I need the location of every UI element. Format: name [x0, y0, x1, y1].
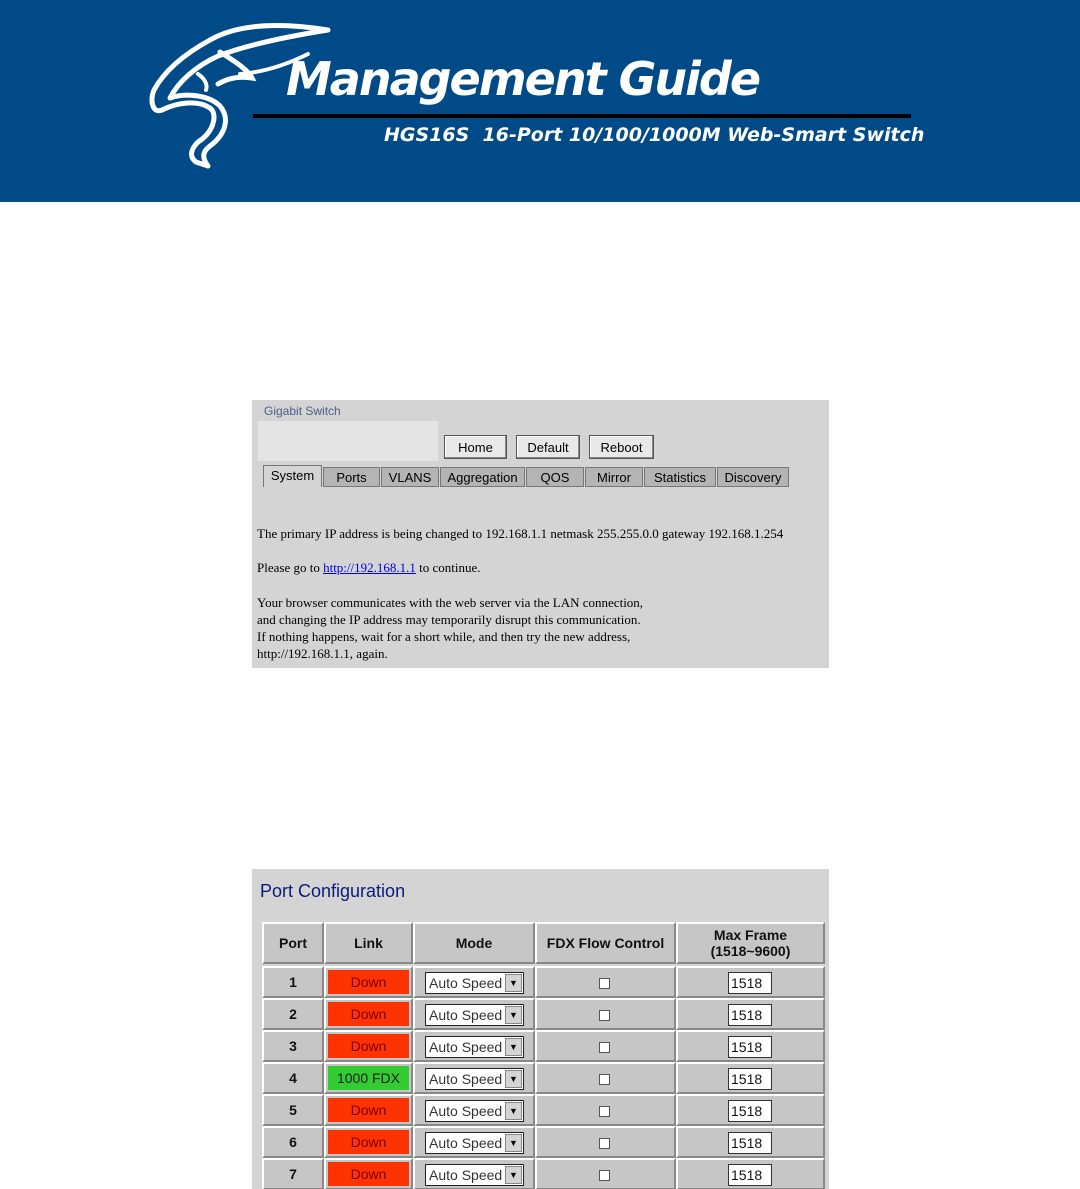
column-header-link: Link — [324, 922, 413, 964]
link-status: Down — [328, 1098, 409, 1122]
max-frame-input[interactable]: 1518 — [728, 1132, 772, 1154]
chevron-down-icon[interactable]: ▼ — [505, 1134, 522, 1152]
home-button[interactable]: Home — [444, 435, 507, 459]
port-number: 1 — [262, 966, 324, 998]
brand-label: Gigabit Switch — [264, 404, 341, 418]
column-header-flow-control: FDX Flow Control — [535, 922, 676, 964]
tab-discovery[interactable]: Discovery — [717, 467, 789, 487]
max-frame-cell — [676, 998, 825, 1030]
max-frame-input[interactable]: 1518 — [728, 1164, 772, 1186]
flow-control-cell — [535, 1062, 676, 1094]
flow-control-cell — [535, 1030, 676, 1062]
mode-cell — [413, 1094, 535, 1126]
mode-select[interactable] — [425, 1036, 524, 1058]
ip-change-message: The primary IP address is being changed to 192.168.1.1 netmask 255.255.0.0 gateway 192.168.1.254 — [257, 526, 784, 541]
max-frame-cell — [676, 966, 825, 998]
max-frame-cell — [676, 1158, 825, 1189]
max-frame-input[interactable]: 1518 — [728, 1036, 772, 1058]
flow-control-cell — [535, 966, 676, 998]
mode-select[interactable] — [425, 972, 524, 994]
table-row — [260, 1062, 827, 1094]
info-line: If nothing happens, wait for a short while, and then try the new address, — [257, 629, 631, 644]
tab-ports[interactable]: Ports — [323, 467, 380, 487]
tab-aggregation[interactable]: Aggregation — [440, 467, 525, 487]
port-number: 6 — [262, 1126, 324, 1158]
new-address-link[interactable]: http://192.168.1.1 — [323, 560, 416, 575]
page-title: Port Configuration — [260, 881, 406, 901]
ip-change-screenshot — [252, 400, 829, 668]
table-row — [260, 1158, 827, 1189]
link-status: Down — [328, 1034, 409, 1058]
tab-vlans[interactable]: VLANS — [381, 467, 439, 487]
reboot-button[interactable]: Reboot — [589, 435, 654, 459]
tab-statistics[interactable]: Statistics — [644, 467, 716, 487]
max-frame-cell — [676, 1062, 825, 1094]
flow-control-cell — [535, 1094, 676, 1126]
info-line: Your browser communicates with the web server via the LAN connection, — [257, 595, 644, 610]
tab-qos[interactable]: QOS — [526, 467, 584, 487]
port-number: 3 — [262, 1030, 324, 1062]
port-number: 4 — [262, 1062, 324, 1094]
table-row — [260, 998, 827, 1030]
header-banner — [0, 0, 1080, 202]
continue-message — [257, 560, 481, 576]
max-frame-range: (1518~9600) — [710, 943, 791, 959]
link-cell — [324, 966, 413, 998]
flow-control-cell — [535, 1158, 676, 1189]
tab-mirror[interactable]: Mirror — [585, 467, 643, 487]
column-header-port: Port — [262, 922, 324, 964]
chevron-down-icon[interactable]: ▼ — [505, 1038, 522, 1056]
logo-area — [258, 421, 438, 461]
info-line: http://192.168.1.1, again. — [257, 646, 388, 661]
mode-value: Auto Speed — [429, 1039, 503, 1055]
link-status: Down — [328, 1162, 409, 1186]
mode-value: Auto Speed — [429, 1103, 503, 1119]
column-header-max-frame — [676, 922, 825, 964]
mode-select[interactable] — [425, 1068, 524, 1090]
link-status: Down — [328, 1130, 409, 1154]
table-row — [260, 1126, 827, 1158]
mode-value: Auto Speed — [429, 1007, 503, 1023]
mode-select[interactable] — [425, 1004, 524, 1026]
flow-control-cell — [535, 1126, 676, 1158]
banner-subtitle: HGS16S 16-Port 10/100/1000M Web-Smart Switch — [384, 124, 925, 146]
max-frame-label: Max Frame — [713, 927, 788, 943]
default-button[interactable]: Default — [516, 435, 580, 459]
link-cell — [324, 1062, 413, 1094]
max-frame-input[interactable]: 1518 — [728, 972, 772, 994]
table-row — [260, 966, 827, 998]
mode-value: Auto Speed — [429, 1135, 503, 1151]
max-frame-input[interactable]: 1518 — [728, 1004, 772, 1026]
mode-value: Auto Speed — [429, 1167, 503, 1183]
link-cell — [324, 1030, 413, 1062]
mode-select[interactable] — [425, 1132, 524, 1154]
mode-cell — [413, 1030, 535, 1062]
link-status: Down — [328, 1002, 409, 1026]
flow-control-checkbox[interactable] — [599, 1042, 610, 1053]
flow-control-checkbox[interactable] — [599, 1106, 610, 1117]
banner-title: Management Guide — [286, 52, 760, 106]
link-cell — [324, 1126, 413, 1158]
max-frame-cell — [676, 1094, 825, 1126]
port-number: 2 — [262, 998, 324, 1030]
column-header-mode: Mode — [413, 922, 535, 964]
chevron-down-icon[interactable]: ▼ — [505, 1102, 522, 1120]
flow-control-cell — [535, 998, 676, 1030]
continue-suffix: to continue. — [415, 560, 481, 575]
flow-control-checkbox[interactable] — [599, 978, 610, 989]
continue-prefix: Please go to — [257, 560, 324, 575]
link-status: Down — [328, 970, 409, 994]
link-cell — [324, 1094, 413, 1126]
max-frame-cell — [676, 1126, 825, 1158]
max-frame-cell — [676, 1030, 825, 1062]
chevron-down-icon[interactable]: ▼ — [505, 1070, 522, 1088]
port-number: 7 — [262, 1158, 324, 1189]
tab-system[interactable]: System — [263, 465, 322, 487]
flow-control-checkbox[interactable] — [599, 1170, 610, 1181]
mode-cell — [413, 1158, 535, 1189]
mode-cell — [413, 998, 535, 1030]
mode-value: Auto Speed — [429, 975, 503, 991]
mode-select[interactable] — [425, 1100, 524, 1122]
link-cell — [324, 998, 413, 1030]
port-configuration-screenshot — [252, 869, 829, 1189]
mode-value: Auto Speed — [429, 1071, 503, 1087]
chevron-down-icon[interactable]: ▼ — [505, 1166, 522, 1184]
flow-control-checkbox[interactable] — [599, 1138, 610, 1149]
flow-control-checkbox[interactable] — [599, 1074, 610, 1085]
table-row — [260, 1094, 827, 1126]
max-frame-input[interactable]: 1518 — [728, 1100, 772, 1122]
table-row — [260, 1030, 827, 1062]
link-status: 1000 FDX — [328, 1066, 409, 1090]
port-number: 5 — [262, 1094, 324, 1126]
flow-control-checkbox[interactable] — [599, 1010, 610, 1021]
chevron-down-icon[interactable]: ▼ — [505, 1006, 522, 1024]
link-cell — [324, 1158, 413, 1189]
info-line: and changing the IP address may temporarily disrupt this communication. — [257, 612, 641, 627]
chevron-down-icon[interactable]: ▼ — [505, 974, 522, 992]
max-frame-input[interactable]: 1518 — [728, 1068, 772, 1090]
mode-cell — [413, 966, 535, 998]
mode-cell — [413, 1062, 535, 1094]
mode-cell — [413, 1126, 535, 1158]
banner-rule — [253, 114, 911, 118]
mode-select[interactable] — [425, 1164, 524, 1186]
